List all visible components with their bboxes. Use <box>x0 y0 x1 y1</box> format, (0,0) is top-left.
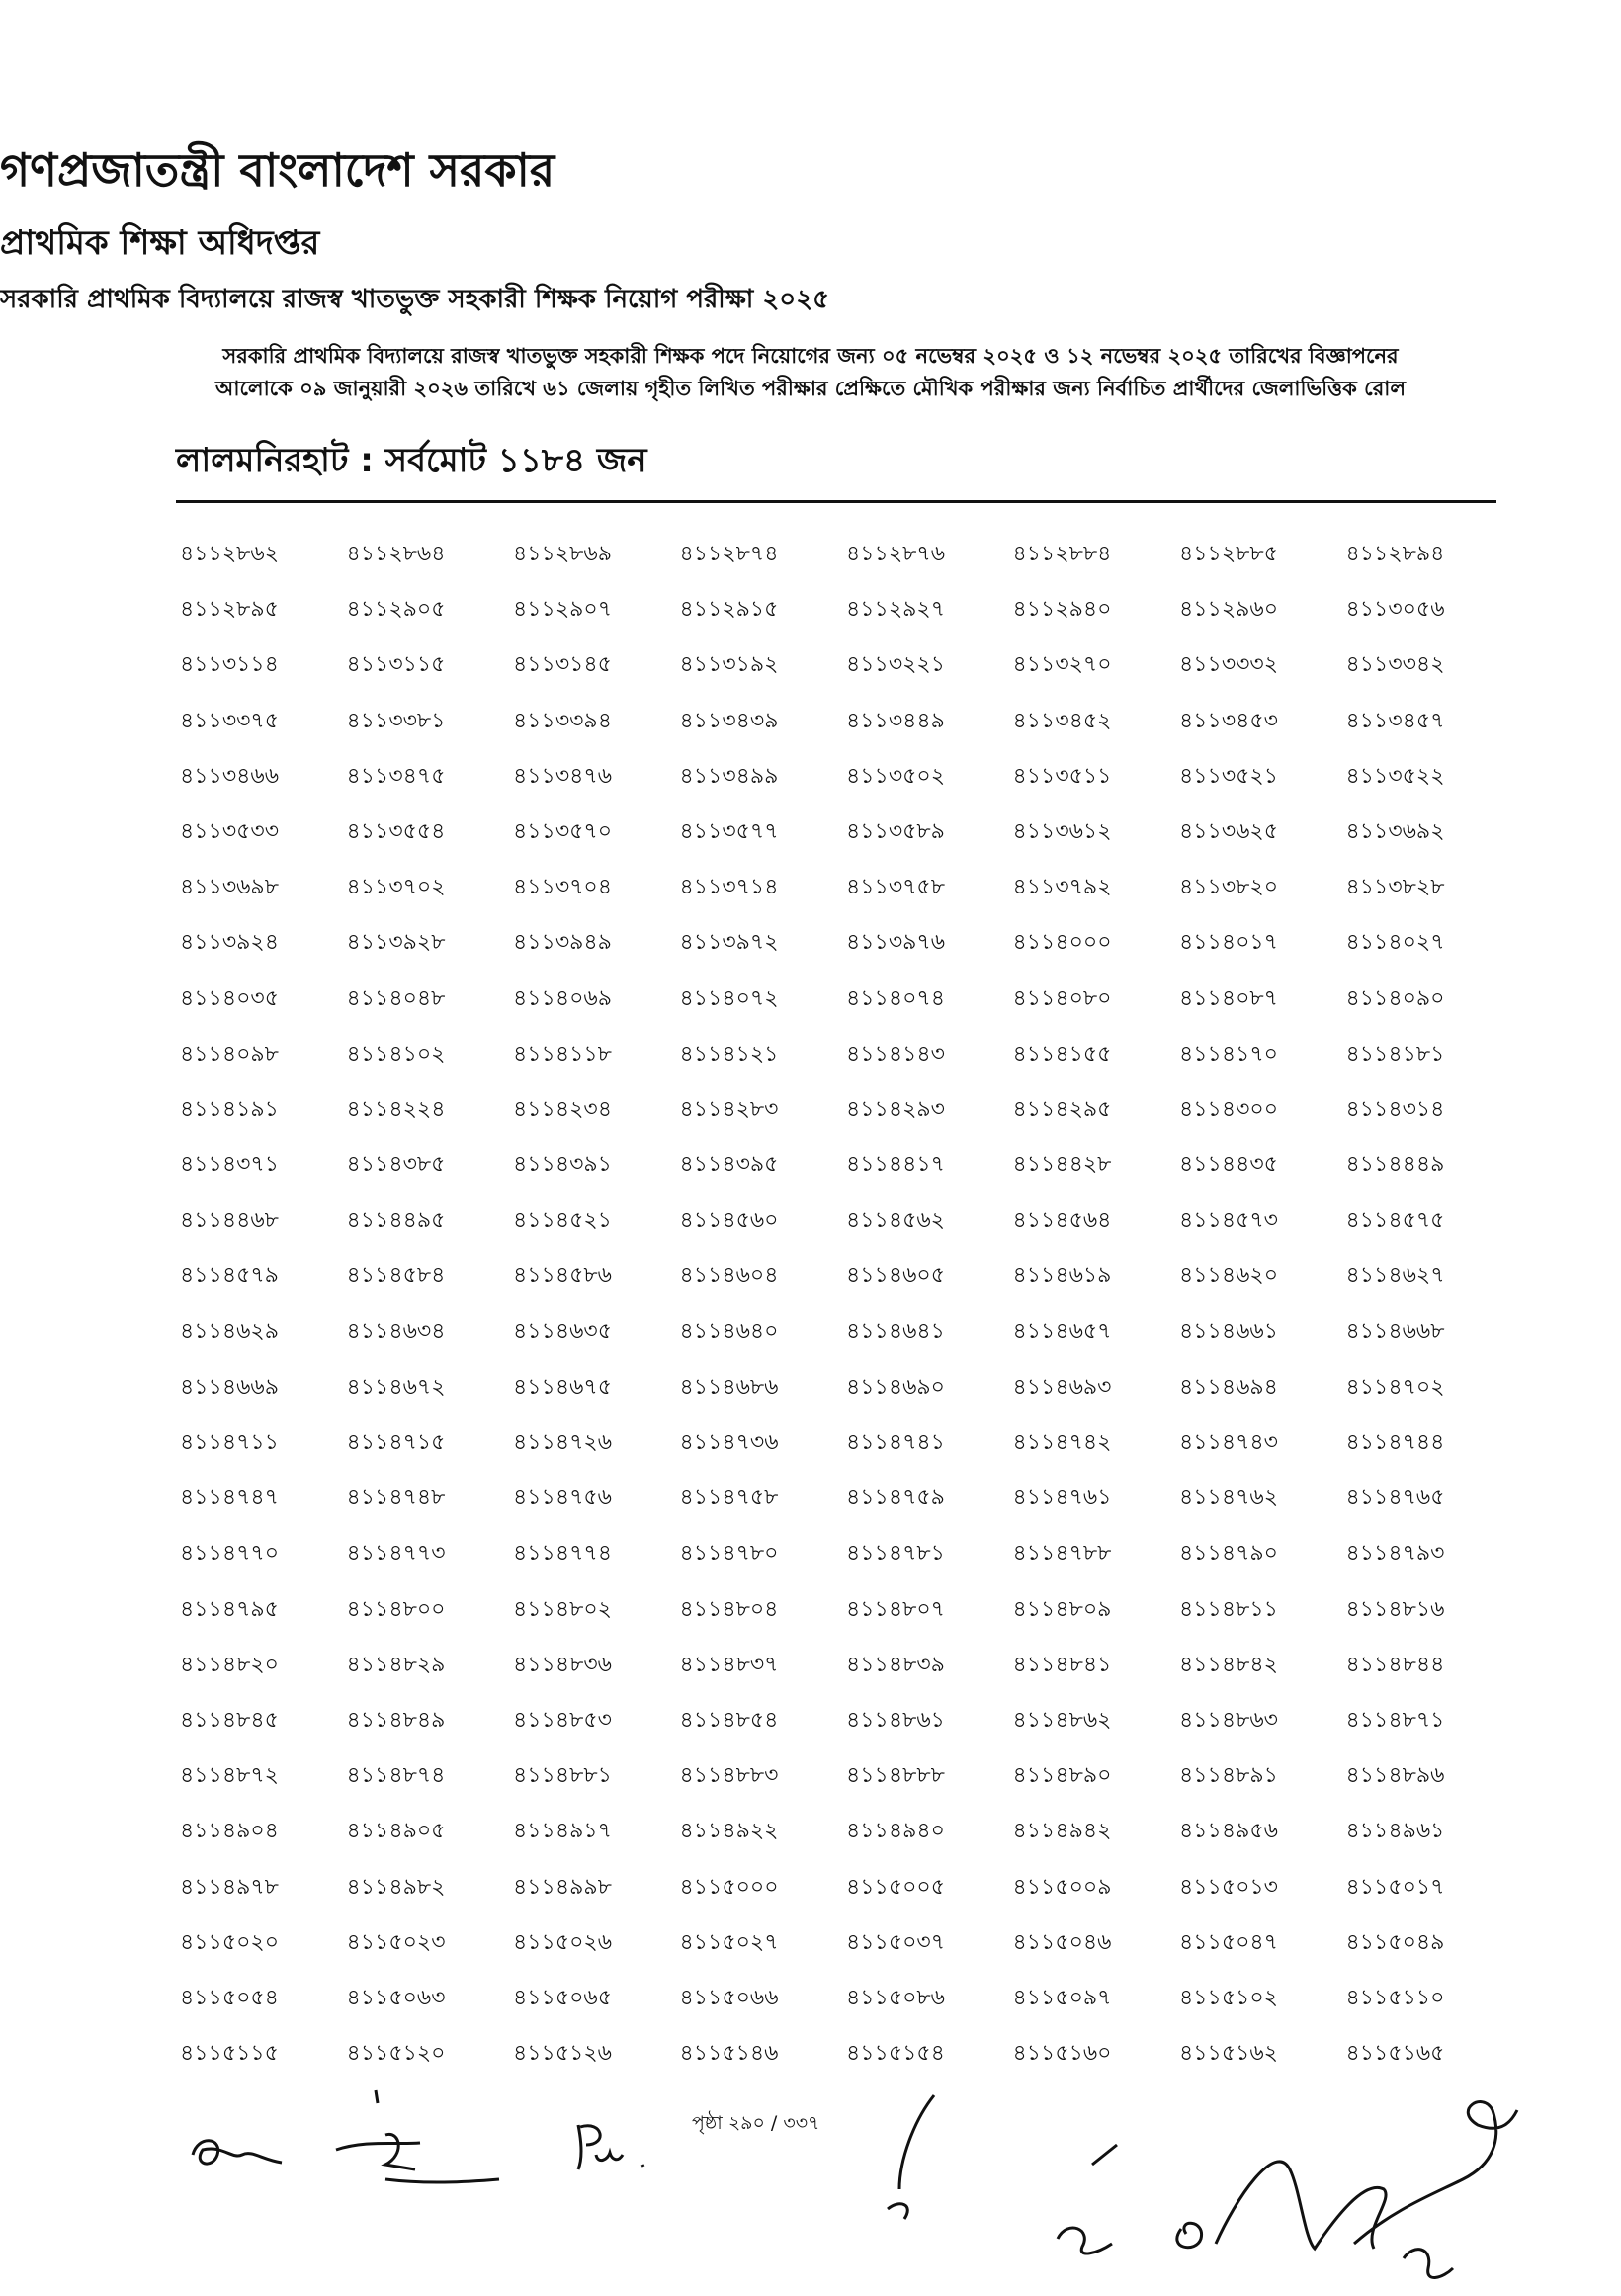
roll-number: ৪১১৪৫২১ <box>513 1208 612 1233</box>
roll-number: ৪১১৪৭১৫ <box>346 1430 446 1455</box>
roll-number: ৪১১৪৩১৪ <box>1345 1096 1445 1122</box>
roll-number: ৪১১৪৭২৬ <box>513 1430 613 1455</box>
roll-number: ৪১১৩১৯২ <box>679 652 779 678</box>
district-heading: লালমনিরহাট : সর্বমোট ১১৮৪ জন <box>176 441 647 480</box>
roll-number: ৪১১২৮৬৪ <box>346 542 446 566</box>
roll-number: ৪১১৪৮০৭ <box>846 1596 945 1622</box>
roll-number: ৪১১৩১৪৫ <box>513 652 612 678</box>
roll-number: ৪১১৪০৯০ <box>1345 985 1445 1011</box>
roll-number: ৪১১৪৯০৪ <box>180 1819 279 1844</box>
roll-number: ৪১১৪১১৮ <box>513 1041 612 1066</box>
roll-number: ৪১১৪৩৯১ <box>513 1152 612 1178</box>
roll-number: ৪১১৪৮৩৭ <box>679 1652 779 1677</box>
roll-number: ৪১১৩৪৬৬ <box>180 763 280 789</box>
roll-number: ৪১১৪৬৩৫ <box>513 1318 612 1344</box>
roll-number: ৪১১৪৮২০ <box>180 1652 279 1677</box>
roll-number: ৪১১৩০৫৬ <box>1345 597 1445 623</box>
roll-number: ৪১১৪৫৮৪ <box>346 1263 446 1289</box>
exam-title: সরকারি প্রাথমিক বিদ্যালয়ে রাজস্ব খাতভুক্ত সহকারী শিক্ষক নিয়োগ পরীক্ষা ২০২৫ <box>0 285 829 314</box>
roll-number: ৪১১৪১৫৫ <box>1012 1041 1112 1066</box>
roll-number: ৪১১৪৫৮৬ <box>513 1263 612 1289</box>
roll-number: ৪১১৫১৬০ <box>1012 2041 1112 2067</box>
roll-number: ৪১১৩৭৯২ <box>1012 875 1112 900</box>
roll-number: ৪১১৪৭৯৫ <box>180 1596 279 1622</box>
roll-number: ৪১১২৯১৫ <box>679 597 779 623</box>
roll-number: ৪১১২৮৬২ <box>180 542 280 566</box>
roll-number: ৪১১৪৯৬১ <box>1345 1819 1445 1844</box>
roll-number: ৪১১৪৮৭৪ <box>346 1763 446 1789</box>
roll-number: ৪১১৪৭১১ <box>180 1430 279 1455</box>
signature-4 <box>860 2090 949 2229</box>
roll-number: ৪১১৪০১৭ <box>1179 930 1278 956</box>
roll-number: ৪১১৫০১৩ <box>1179 1874 1278 1900</box>
roll-number: ৪১১৩৬২৫ <box>1179 818 1279 844</box>
roll-number: ৪১১৩৩৮১ <box>346 708 446 733</box>
roll-number: ৪১১৪০৯৮ <box>180 1041 279 1066</box>
roll-number: ৪১১৪৭৭৩ <box>346 1541 446 1567</box>
roll-number: ৪১১৪৫৬২ <box>846 1208 945 1233</box>
roll-number: ৪১১৪৮৭২ <box>180 1763 279 1789</box>
roll-number: ৪১১৫১১৫ <box>180 2041 279 2067</box>
roll-number: ৪১১২৮৮৪ <box>1012 542 1112 566</box>
roll-number: ৪১১৪১৪৩ <box>846 1041 945 1066</box>
roll-number: ৪১১৪০৭২ <box>679 985 779 1011</box>
roll-number: ৪১১৪৬১৯ <box>1012 1263 1112 1289</box>
roll-number: ৪১১৪২২৪ <box>346 1096 446 1122</box>
roll-number: ৪১১৩৪৩৯ <box>679 708 779 733</box>
roll-number: ৪১১৪৬৪০ <box>679 1318 779 1344</box>
roll-number: ৪১১৪৭৬১ <box>1012 1486 1112 1511</box>
roll-number: ৪১১৪৮৩৯ <box>846 1652 945 1677</box>
roll-number: ৪১১৪৪৯৫ <box>346 1208 446 1233</box>
roll-number: ৪১১৪৯৫৬ <box>1179 1819 1278 1844</box>
roll-number: ৪১১৪৬৮৬ <box>679 1374 779 1400</box>
roll-number: ৪১১৪৫৬৪ <box>1012 1208 1112 1233</box>
roll-number: ৪১১৫০৯৭ <box>1012 1985 1112 2010</box>
roll-number: ৪১১৩৫৩৩ <box>180 818 280 844</box>
roll-number: ৪১১৪৯৮২ <box>346 1874 446 1900</box>
roll-number: ৪১১৪৬৭২ <box>346 1374 446 1400</box>
roll-number: ৪১১৫০০০ <box>679 1874 779 1900</box>
roll-number: ৪১১৪৬২৭ <box>1345 1263 1445 1289</box>
roll-number: ৪১১৪২৯৩ <box>846 1096 945 1122</box>
roll-number: ৪১১৫০৪৯ <box>1345 1929 1445 1955</box>
roll-number: ৪১১৪১০২ <box>346 1041 446 1066</box>
roll-number: ৪১১৪৬৬৮ <box>1345 1318 1445 1344</box>
roll-number: ৪১১৪৭৬৫ <box>1345 1486 1445 1511</box>
roll-number: ৪১১২৯০৫ <box>346 597 446 623</box>
roll-number: ৪১১৫১২০ <box>346 2041 446 2067</box>
roll-number: ৪১১৩৫২১ <box>1179 763 1278 789</box>
roll-number: ৪১১৪৪২৮ <box>1012 1152 1112 1178</box>
roll-number: ৪১১৪৮৬২ <box>1012 1707 1112 1733</box>
roll-number: ৪১১৩১১৫ <box>346 652 446 678</box>
roll-number: ৪১১৫০৬৩ <box>346 1985 446 2010</box>
roll-number: ৪১১৪৭৫৯ <box>846 1486 945 1511</box>
signature-1 <box>183 2125 292 2184</box>
roll-number: ৪১১৪১৭০ <box>1179 1041 1278 1066</box>
roll-number: ৪১১৪০৮৭ <box>1179 985 1278 1011</box>
roll-number: ৪১১৩৭০২ <box>346 875 446 900</box>
roll-number: ৪১১৩৬৯৮ <box>180 875 279 900</box>
roll-number: ৪১১৪২৮৩ <box>679 1096 779 1122</box>
roll-number: ৪১১৪৭৯০ <box>1179 1541 1278 1567</box>
roll-number: ৪১১৪১২১ <box>679 1041 779 1066</box>
roll-number: ৪১১৪৬৯৪ <box>1179 1374 1278 1400</box>
roll-number: ৪১১৪৬৭৫ <box>513 1374 612 1400</box>
roll-number: ৪১১৩৫৮৯ <box>846 818 945 844</box>
roll-number: ৪১১৪৮৯১ <box>1179 1763 1278 1789</box>
roll-number: ৪১১৩৪৭৬ <box>513 763 613 789</box>
roll-number: ৪১১৪৮০৪ <box>679 1596 779 1622</box>
government-title: গণপ্রজাতন্ত্রী বাংলাদেশ সরকার <box>0 143 555 197</box>
roll-number: ৪১১৪৭৪৩ <box>1179 1430 1278 1455</box>
roll-number: ৪১১৪৯১৭ <box>513 1819 612 1844</box>
intro-line-1: সরকারি প্রাথমিক বিদ্যালয়ে রাজস্ব খাতভুক্ত সহকারী শিক্ষক পদে নিয়োগের জন্য ০৫ নভেম্বর ২০২৫ ও ১২ নভেম্বর ২০২৫ তারিখের বিজ্ঞাপনের <box>222 344 1399 368</box>
roll-number: ৪১১৪০৭৪ <box>846 985 945 1011</box>
roll-number: ৪১১৩৯৭৬ <box>846 930 946 956</box>
signature-3 <box>568 2115 657 2174</box>
roll-number: ৪১১৪৮৮৩ <box>679 1763 779 1789</box>
roll-number: ৪১১৩৪৪৯ <box>846 708 945 733</box>
roll-number: ৪১১৪৮০৯ <box>1012 1596 1112 1622</box>
roll-number: ৪১১২৮৯৪ <box>1345 542 1445 566</box>
roll-number: ৪১১৪৭৪৪ <box>1345 1430 1445 1455</box>
intro-line-2: আলোকে ০৯ জানুয়ারী ২০২৬ তারিখে ৬১ জেলায় গৃহীত লিখিত পরীক্ষার প্রেক্ষিতে মৌখিক পরীক্ষার জন্য নির্বাচিত প্রার্থীদের জেলাভিত্তিক রোল <box>214 377 1406 400</box>
roll-number: ৪১১৪৭৫৮ <box>679 1486 779 1511</box>
roll-number: ৪১১৪৫৭৯ <box>180 1263 279 1289</box>
roll-number: ৪১১৫১৫৪ <box>846 2041 945 2067</box>
roll-number: ৪১১৪৭৮০ <box>679 1541 779 1567</box>
roll-number: ৪১১৪৭৩৬ <box>679 1430 779 1455</box>
roll-number: ৪১১৫১২৬ <box>513 2041 612 2067</box>
roll-number: ৪১১৪৭৭০ <box>180 1541 280 1567</box>
roll-number: ৪১১৪৮৮৮ <box>846 1763 945 1789</box>
roll-number: ৪১১৪৮৪৯ <box>346 1707 446 1733</box>
roll-number: ৪১১৪৬৪১ <box>846 1318 945 1344</box>
roll-number: ৪১১৩২৭০ <box>1012 652 1112 678</box>
roll-number: ৪১১৫০২৩ <box>346 1929 446 1955</box>
roll-number: ৪১১৪৯০৫ <box>346 1819 446 1844</box>
roll-number: ৪১১৫১৬৫ <box>1345 2041 1445 2067</box>
page-number: পৃষ্ঠা ২৯০ / ৩৩৭ <box>692 2112 820 2134</box>
roll-number: ৪১১৪৭৭৪ <box>513 1541 612 1567</box>
roll-number: ৪১১৫০০৯ <box>1012 1874 1112 1900</box>
roll-number: ৪১১৪৮৪৪ <box>1345 1652 1445 1677</box>
roll-number: ৪১১৩৯২৮ <box>346 930 446 956</box>
roll-number: ৪১১৪৭০২ <box>1345 1374 1445 1400</box>
roll-number: ৪১১৪৭৯৩ <box>1345 1541 1445 1567</box>
intro-text <box>148 340 1473 405</box>
roll-number: ৪১১৪৪৪৯ <box>1345 1152 1445 1178</box>
roll-number: ৪১১৩৩৭৫ <box>180 708 280 733</box>
roll-number: ৪১১৫০২৬ <box>513 1929 613 1955</box>
roll-number: ৪১১৩৭০৪ <box>513 875 613 900</box>
roll-number: ৪১১৪৮৮১ <box>513 1763 612 1789</box>
roll-number: ৪১১৩৪৫৩ <box>1179 708 1278 733</box>
roll-number: ৪১১৫০৩৭ <box>846 1929 946 1955</box>
roll-number: ৪১১৪৮৫৩ <box>513 1707 612 1733</box>
roll-number: ৪১১৩৯৪৯ <box>513 930 612 956</box>
roll-number: ৪১১৪৫৭৫ <box>1345 1208 1445 1233</box>
roll-number: ৪১১৫১০২ <box>1179 1985 1278 2010</box>
roll-number: ৪১১৩৩৪২ <box>1345 652 1445 678</box>
roll-number: ৪১১৪৯৪২ <box>1012 1819 1112 1844</box>
roll-number: ৪১১৪৬৬৯ <box>180 1374 279 1400</box>
roll-number: ৪১১৪২৯৫ <box>1012 1096 1112 1122</box>
roll-number: ৪১১৪৬২৯ <box>180 1318 279 1344</box>
roll-number: ৪১১৩৫৭৭ <box>679 818 779 844</box>
roll-number: ৪১১৪১৯১ <box>180 1096 279 1122</box>
roll-number: ৪১১৪৮৪৫ <box>180 1707 279 1733</box>
roll-number: ৪১১৪৮৭১ <box>1345 1707 1445 1733</box>
roll-number: ৪১১৪৭৮১ <box>846 1541 945 1567</box>
roll-number: ৪১১৩৫২২ <box>1345 763 1445 789</box>
roll-number: ৪১১৪৯৭৮ <box>180 1874 279 1900</box>
roll-number: ৪১১৪৪৬৮ <box>180 1208 279 1233</box>
roll-number: ৪১১৫০৮৬ <box>846 1985 945 2010</box>
roll-number: ৪১১৪০৮০ <box>1012 985 1112 1011</box>
roll-number: ৪১১৩১১৪ <box>180 652 279 678</box>
roll-number: ৪১১৫০৪৬ <box>1012 1929 1112 1955</box>
roll-number: ৪১১৩৬১২ <box>1012 818 1112 844</box>
roll-number: ৪১১২৯৪০ <box>1012 597 1112 623</box>
roll-number: ৪১১৪৭৫৬ <box>513 1486 612 1511</box>
roll-number: ৪১১৫০২৭ <box>679 1929 779 1955</box>
roll-number: ৪১১৪৮৪২ <box>1179 1652 1278 1677</box>
roll-number: ৪১১৪৯২২ <box>679 1819 779 1844</box>
roll-number: ৪১১৪১৮১ <box>1345 1041 1445 1066</box>
roll-number: ৪১১৩৪৯৯ <box>679 763 779 789</box>
roll-number: ৪১১৩৫০২ <box>846 763 946 789</box>
roll-number: ৪১১৩৮২৮ <box>1345 875 1445 900</box>
roll-number: ৪১১৪৮১৬ <box>1345 1596 1445 1622</box>
roll-number: ৪১১৪৮০২ <box>513 1596 612 1622</box>
roll-number: ৪১১৫১৬২ <box>1179 2041 1278 2067</box>
roll-number: ৪১১৪৩৭১ <box>180 1152 279 1178</box>
roll-number: ৪১১৪৮০০ <box>346 1596 446 1622</box>
roll-number: ৪১১৩৪৫৭ <box>1345 708 1445 733</box>
signature-2 <box>326 2085 504 2194</box>
roll-number: ৪১১৪৮৩৬ <box>513 1652 612 1677</box>
roll-number: ৪১১৫০২০ <box>180 1929 280 1955</box>
roll-number: ৪১১৩৪৭৫ <box>346 763 446 789</box>
roll-number: ৪১১৪৬০৪ <box>679 1263 779 1289</box>
roll-number: ৪১১৪৫৭৩ <box>1179 1208 1278 1233</box>
roll-number: ৪১১৪৮২৯ <box>346 1652 446 1677</box>
roll-number: ৪১১৪০০০ <box>1012 930 1112 956</box>
roll-number: ৪১১৪৪৩৫ <box>1179 1152 1278 1178</box>
roll-number: ৪১১৪৬৯০ <box>846 1374 945 1400</box>
roll-number: ৪১১৪৮৯৬ <box>1345 1763 1445 1789</box>
roll-number: ৪১১৪০৪৮ <box>346 985 446 1011</box>
roll-number: ৪১১৪৩০০ <box>1179 1096 1279 1122</box>
roll-number: ৪১১৫১১০ <box>1345 1985 1445 2010</box>
roll-number: ৪১১৩৯২৪ <box>180 930 279 956</box>
roll-number: ৪১১৪০৩৫ <box>180 985 279 1011</box>
roll-number: ৪১১৪৪১৭ <box>846 1152 945 1178</box>
roll-number: ৪১১৩৫৫৪ <box>346 818 446 844</box>
roll-number: ৪১১২৮৯৫ <box>180 597 279 623</box>
roll-number: ৪১১৪৬০৫ <box>846 1263 945 1289</box>
roll-number: ৪১১৩৬৯২ <box>1345 818 1445 844</box>
roll-number: ৪১১৪২৩৪ <box>513 1096 612 1122</box>
roll-number: ৪১১৪৬২০ <box>1179 1263 1279 1289</box>
roll-number: ৪১১৪৮১১ <box>1179 1596 1278 1622</box>
roll-number: ৪১১৩২২১ <box>846 652 946 678</box>
roll-number: ৪১১৩৪৫২ <box>1012 708 1112 733</box>
roll-number: ৪১১২৯২৭ <box>846 597 946 623</box>
roll-number: ৪১১৩৮২০ <box>1179 875 1279 900</box>
roll-number: ৪১১২৯০৭ <box>513 597 613 623</box>
roll-number: ৪১১২৮৭৬ <box>846 542 946 566</box>
roll-number: ৪১১৩৭১৪ <box>679 875 779 900</box>
roll-number: ৪১১৩৩৯৪ <box>513 708 612 733</box>
roll-number: ৪১১৩৭৫৮ <box>846 875 945 900</box>
roll-number: ৪১১৪৭৬২ <box>1179 1486 1279 1511</box>
roll-number: ৪১১৪৮৯০ <box>1012 1763 1112 1789</box>
roll-number: ৪১১৪৯৯৮ <box>513 1874 612 1900</box>
roll-number: ৪১১৪৭৪৭ <box>180 1486 279 1511</box>
roll-number: ৪১১৪৭৪২ <box>1012 1430 1112 1455</box>
roll-number: ৪১১৪৮৪১ <box>1012 1652 1112 1677</box>
divider <box>176 500 1496 503</box>
roll-number: ৪১১৪৮৬১ <box>846 1707 945 1733</box>
roll-number: ৪১১৫০১৭ <box>1345 1874 1445 1900</box>
roll-number: ৪১১৪৭৪১ <box>846 1430 945 1455</box>
roll-number: ৪১১৪০২৭ <box>1345 930 1445 956</box>
roll-number: ৪১১৪৭৮৮ <box>1012 1541 1112 1567</box>
roll-number: ৪১১৪৬৯৩ <box>1012 1374 1112 1400</box>
roll-number: ৪১১৪৬৫৭ <box>1012 1318 1112 1344</box>
roll-number: ৪১১২৮৮৫ <box>1179 542 1278 566</box>
roll-number: ৪১১৫০০৫ <box>846 1874 945 1900</box>
roll-number: ৪১১৪৩৯৫ <box>679 1152 779 1178</box>
roll-number: ৪১১৪৬৬১ <box>1179 1318 1278 1344</box>
roll-number: ৪১১৪৬৩৪ <box>346 1318 446 1344</box>
roll-number: ৪১১২৯৬০ <box>1179 597 1279 623</box>
roll-number: ৪১১৪৮৬৩ <box>1179 1707 1278 1733</box>
roll-number: ৪১১৪৯৪০ <box>846 1819 945 1844</box>
roll-number: ৪১১৩৩৩২ <box>1179 652 1279 678</box>
roll-number: ৪১১৫১৪৬ <box>679 2041 779 2067</box>
roll-number: ৪১১৫০৪৭ <box>1179 1929 1278 1955</box>
roll-number: ৪১১৫০৬৫ <box>513 1985 612 2010</box>
roll-number: ৪১১৪৫৬০ <box>679 1208 779 1233</box>
roll-number: ৪১১৪৮৫৪ <box>679 1707 779 1733</box>
roll-number: ৪১১৩৫৭০ <box>513 818 613 844</box>
roll-number-grid <box>180 540 1514 2094</box>
roll-number: ৪১১২৮৭৪ <box>679 542 779 566</box>
roll-number: ৪১১৪৩৮৫ <box>346 1152 446 1178</box>
roll-number: ৪১১৩৯৭২ <box>679 930 779 956</box>
signature-5 <box>1038 2081 1552 2293</box>
roll-number: ৪১১৪০৬৯ <box>513 985 612 1011</box>
roll-number: ৪১১৫০৫৪ <box>180 1985 279 2010</box>
roll-number: ৪১১৪৭৪৮ <box>346 1486 446 1511</box>
roll-number: ৪১১২৮৬৯ <box>513 542 612 566</box>
department-title: প্রাথমিক শিক্ষা অধিদপ্তর <box>0 223 320 263</box>
roll-number: ৪১১৩৫১১ <box>1012 763 1112 789</box>
roll-number: ৪১১৫০৬৬ <box>679 1985 779 2010</box>
